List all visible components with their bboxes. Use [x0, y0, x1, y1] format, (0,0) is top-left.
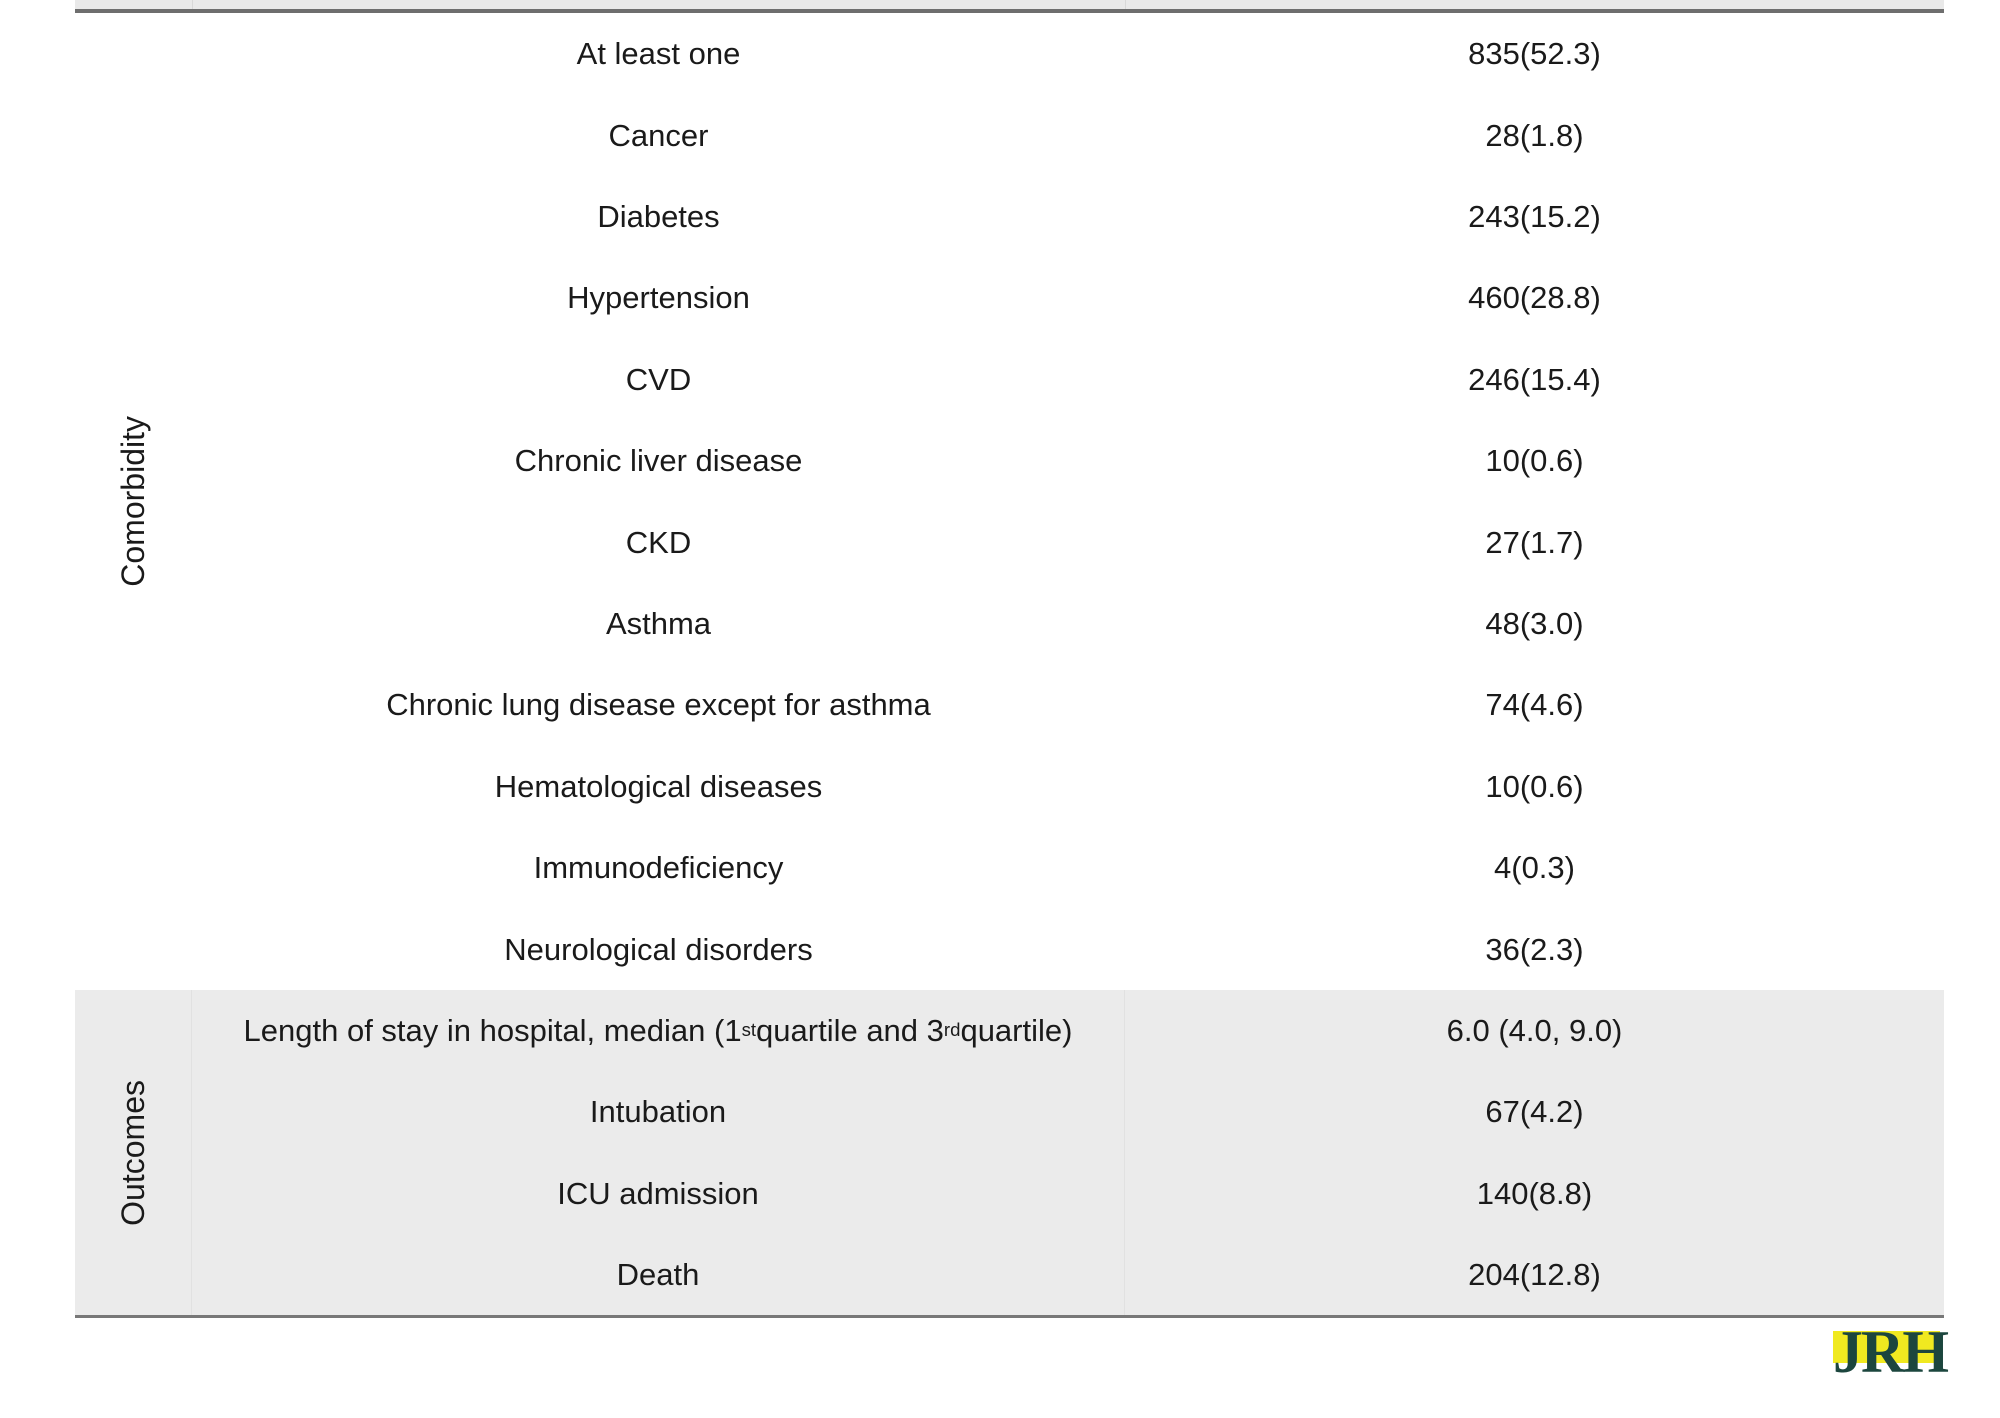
column-seam	[192, 0, 193, 9]
row-label: Cancer	[608, 117, 709, 153]
table-section-comorbidity	[75, 13, 1944, 990]
column-seam	[1125, 0, 1126, 9]
section-category-label: Comorbidity	[115, 416, 151, 587]
row-value: 6.0 (4.0, 9.0)	[1446, 1012, 1623, 1048]
section-category-label: Outcomes	[114, 1079, 151, 1226]
table-top-row-remnant	[75, 0, 1944, 9]
superscript-text: st	[741, 1019, 757, 1041]
logo-text: JRH	[1833, 1319, 1947, 1385]
row-label: Diabetes	[597, 198, 720, 234]
row-label: CKD	[625, 524, 692, 560]
row-value: 246(15.4)	[1468, 361, 1601, 397]
row-value: 67(4.2)	[1485, 1094, 1584, 1130]
row-label: Chronic lung disease except for asthma	[386, 687, 931, 723]
row-value: 28(1.8)	[1485, 117, 1584, 153]
row-label: Immunodeficiency	[533, 850, 784, 886]
row-label: Hematological diseases	[494, 768, 823, 804]
row-value: 204(12.8)	[1468, 1257, 1601, 1293]
row-value: 140(8.8)	[1476, 1175, 1593, 1211]
row-value: 10(0.6)	[1485, 768, 1584, 804]
row-value: 10(0.6)	[1485, 443, 1584, 479]
row-label: Asthma	[605, 605, 712, 641]
label-text: quartile)	[960, 1012, 1073, 1048]
row-label: Neurological disorders	[504, 931, 813, 967]
row-value: 27(1.7)	[1485, 524, 1584, 560]
clinical-characteristics-table	[75, 0, 1944, 1318]
row-value: 4(0.3)	[1494, 850, 1575, 886]
row-value: 48(3.0)	[1485, 605, 1584, 641]
row-value: 243(15.2)	[1468, 198, 1601, 234]
table-section-outcomes	[75, 990, 1944, 1316]
row-label: Chronic liver disease	[514, 443, 803, 479]
row-label	[192, 990, 1125, 1071]
row-label: Death	[192, 1234, 1125, 1315]
row-label: At least one	[576, 36, 741, 72]
table-bottom-border	[75, 1315, 1944, 1318]
table-body	[75, 13, 1944, 1315]
superscript-text: rd	[943, 1019, 961, 1041]
section-category-cell	[75, 13, 192, 990]
row-value: 835(52.3)	[1468, 36, 1601, 72]
row-value: 74(4.6)	[1485, 687, 1584, 723]
section-category-cell	[75, 990, 192, 1316]
row-label: ICU admission	[192, 1153, 1125, 1234]
label-text: Length of stay in hospital, median (1	[243, 1012, 742, 1048]
label-text: quartile and 3	[756, 1012, 944, 1048]
row-value: 460(28.8)	[1468, 280, 1601, 316]
row-label: CVD	[625, 361, 692, 397]
row-label: Hypertension	[567, 280, 750, 316]
row-value: 36(2.3)	[1485, 931, 1584, 967]
row-label: Intubation	[192, 1071, 1125, 1152]
jrh-journal-logo	[1833, 1319, 1947, 1385]
